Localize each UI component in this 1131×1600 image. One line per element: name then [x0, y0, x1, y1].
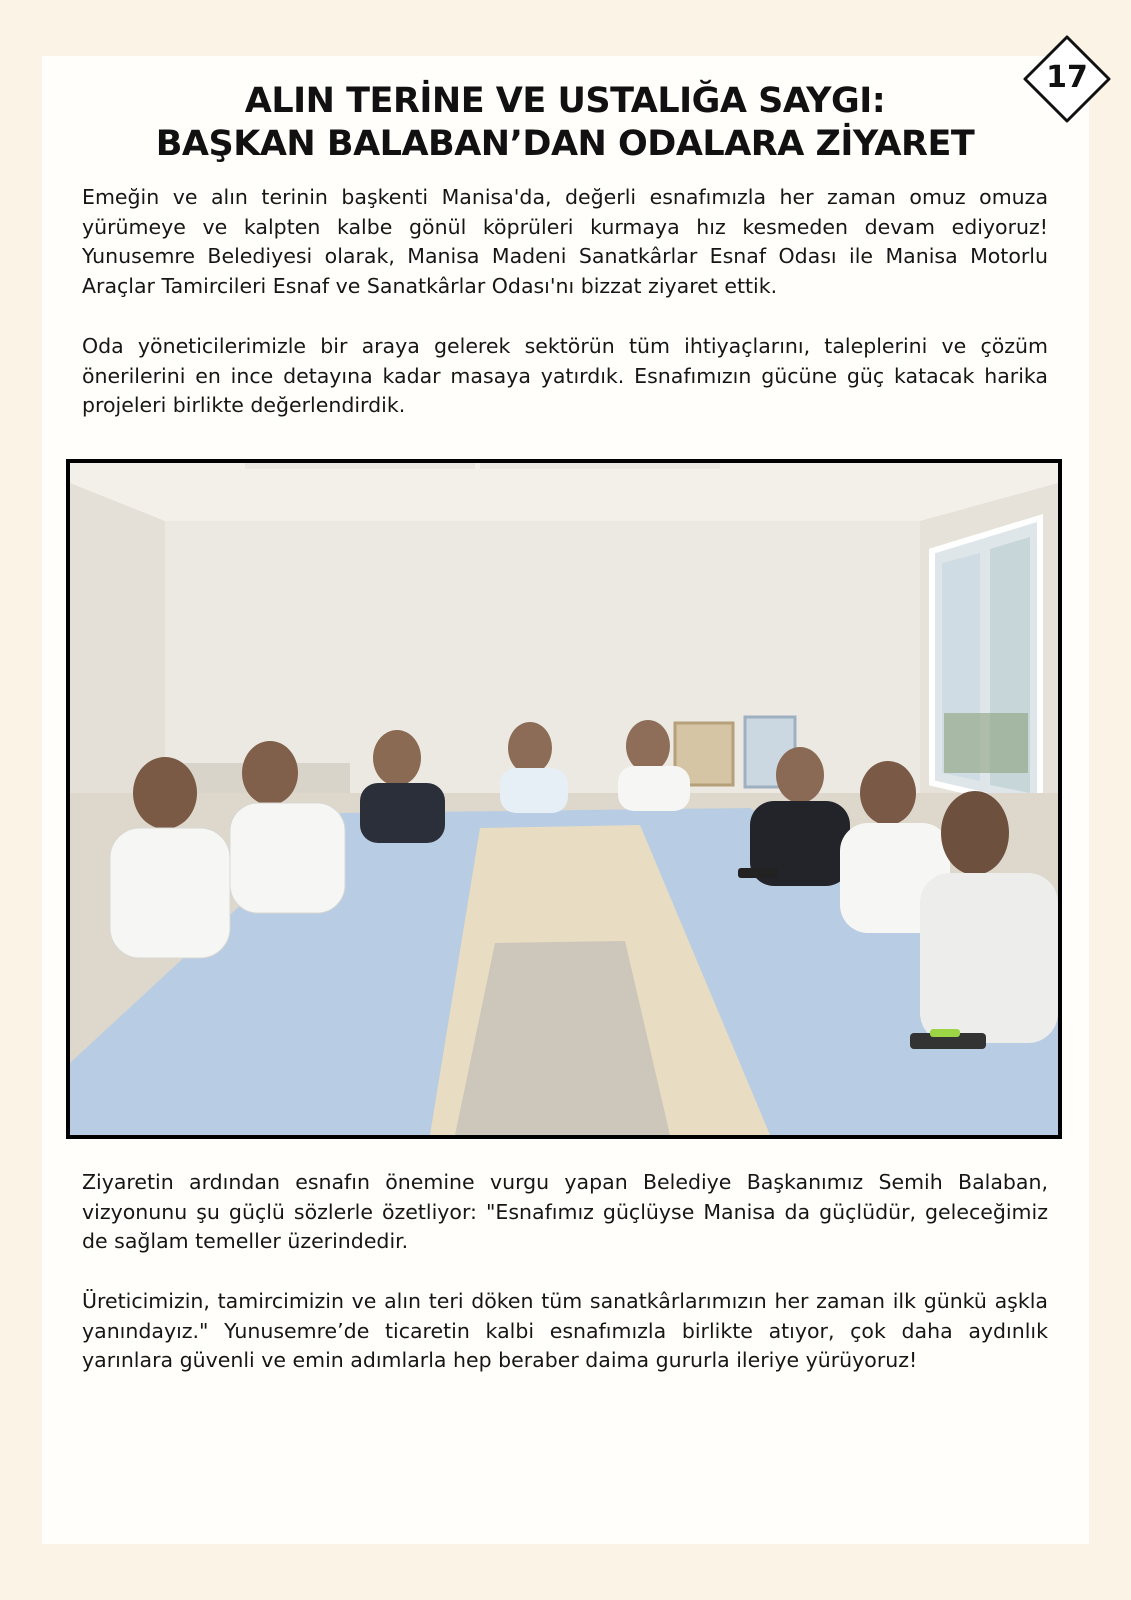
paragraph-4: Üreticimizin, tamircimizin ve alın teri döken tüm sanatkârlarımızın her zaman ilk günkü aşkla yanındayız." Yunusemre’de ticaretin kalbi esnafımızla birlikte atıyor, çok daha aydınlık yarınlara güvenli ve emin adımlarla hep beraber daima gururla ileriye yürüyoruz!: [82, 1289, 1048, 1372]
meeting-photo: [66, 459, 1062, 1139]
paragraph-1: Emeğin ve alın terinin başkenti Manisa'da, değerli esnafımızla her zaman omuz omuza yürümeye ve kalpten kalbe gönül köprüleri kurmaya hız kesmeden devam ediyoruz! Yunusemre Belediyesi olarak, Manisa Madeni Sanatkârlar Esnaf Odası ile Manisa Motorlu Araçlar Tamircileri Esnaf ve Sanatkârlar Odası'nı bizzat ziyaret ettik.: [82, 185, 1048, 298]
page-title-line-1: ALIN TERİNE VE USTALIĞA SAYGI:: [244, 81, 886, 121]
paragraph-3: Ziyaretin ardından esnafın önemine vurgu yapan Belediye Başkanımız Semih Balaban, vizyonunu şu güçlü sözlerle özetliyor: "Esnafımız güçlüyse Manisa da güçlüdür, geleceğimiz de sağlam temeller üzerindedir.: [82, 1170, 1048, 1253]
page-title: [60, 80, 1070, 166]
paragraph-2: Oda yöneticilerimizle bir araya gelerek sektörün tüm ihtiyaçlarını, taleplerini ve çözüm önerilerini en ince detayına kadar masaya yatırdık. Esnafımızın gücüne güç katacak harika projeleri birlikte değerlendirdik.: [82, 334, 1048, 417]
page-number: 17: [1046, 60, 1088, 95]
meeting-room-illustration: [70, 463, 1058, 1135]
page-title-line-2: BAŞKAN BALABAN’DAN ODALARA ZİYARET: [155, 124, 975, 164]
